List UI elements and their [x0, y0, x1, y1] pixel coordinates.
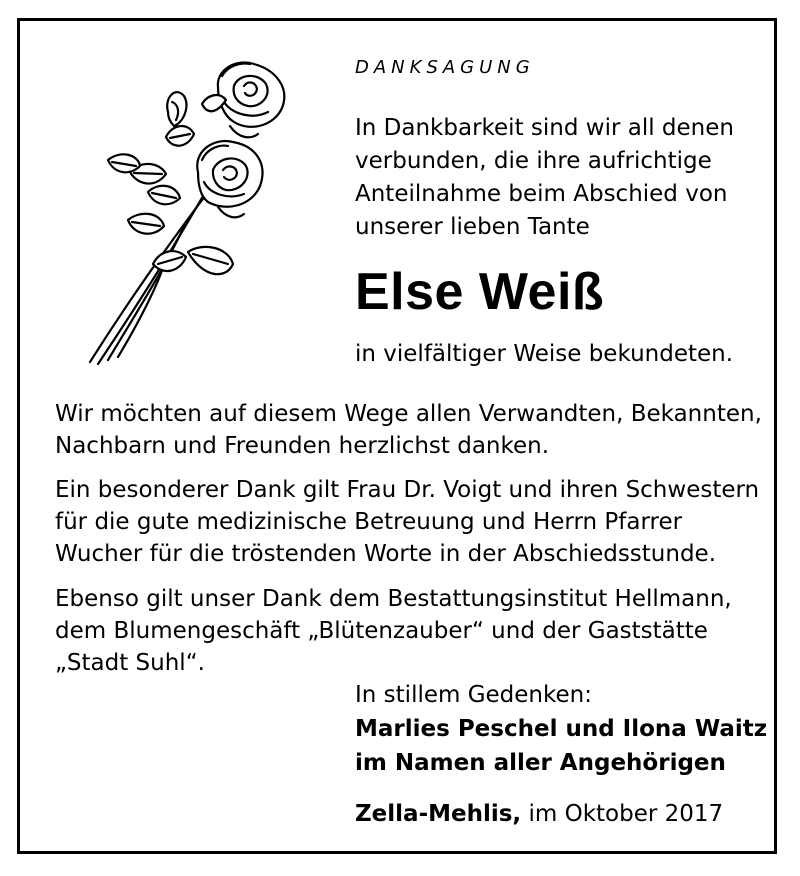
paragraph-line: „Stadt Suhl“.: [55, 650, 205, 676]
intro-line: In Dankbarkeit sind wir all denen: [355, 115, 734, 141]
intro-line: verbunden, die ihre aufrichtige: [355, 148, 712, 174]
date-text: im Oktober 2017: [528, 801, 724, 827]
deceased-name: Else Weiß: [355, 263, 605, 321]
place-date: [355, 801, 723, 827]
paragraph-line: Nachbarn und Freunden herzlichst danken.: [55, 433, 550, 459]
signature-family: im Namen aller Angehörigen: [355, 750, 726, 776]
paragraph-line: Ebenso gilt unser Dank dem Bestattungsinstitut Hellmann,: [55, 586, 732, 612]
paragraph-line: Wucher für die tröstenden Worte in der Abschiedsstunde.: [55, 541, 717, 567]
paragraph-thanks-businesses: [55, 583, 732, 679]
place-name: Zella-Mehlis,: [355, 801, 522, 827]
heading: DANKSAGUNG: [355, 57, 535, 78]
intro-line: Anteilnahme beim Abschied von: [355, 181, 728, 207]
paragraph-line: Wir möchten auf diesem Wege allen Verwandten, Bekannten,: [55, 401, 762, 427]
paragraph-line: dem Blumengeschäft „Blütenzauber“ und der Gaststätte: [55, 618, 708, 644]
rose-illustration-icon: [68, 42, 308, 372]
paragraph-thanks-doctor: [55, 474, 759, 570]
signature-greeting: In stillem Gedenken:: [355, 682, 592, 708]
intro-text: [355, 112, 775, 244]
paragraph-thanks-relatives: [55, 398, 762, 462]
intro-line: unserer lieben Tante: [355, 214, 590, 240]
paragraph-line: Ein besonderer Dank gilt Frau Dr. Voigt und ihren Schwestern: [55, 477, 760, 503]
paragraph-line: für die gute medizinische Betreuung und Herrn Pfarrer: [55, 509, 683, 535]
after-name-text: in vielfältiger Weise bekundeten.: [355, 341, 734, 367]
signature-names: Marlies Peschel und Ilona Waitz: [355, 716, 768, 742]
